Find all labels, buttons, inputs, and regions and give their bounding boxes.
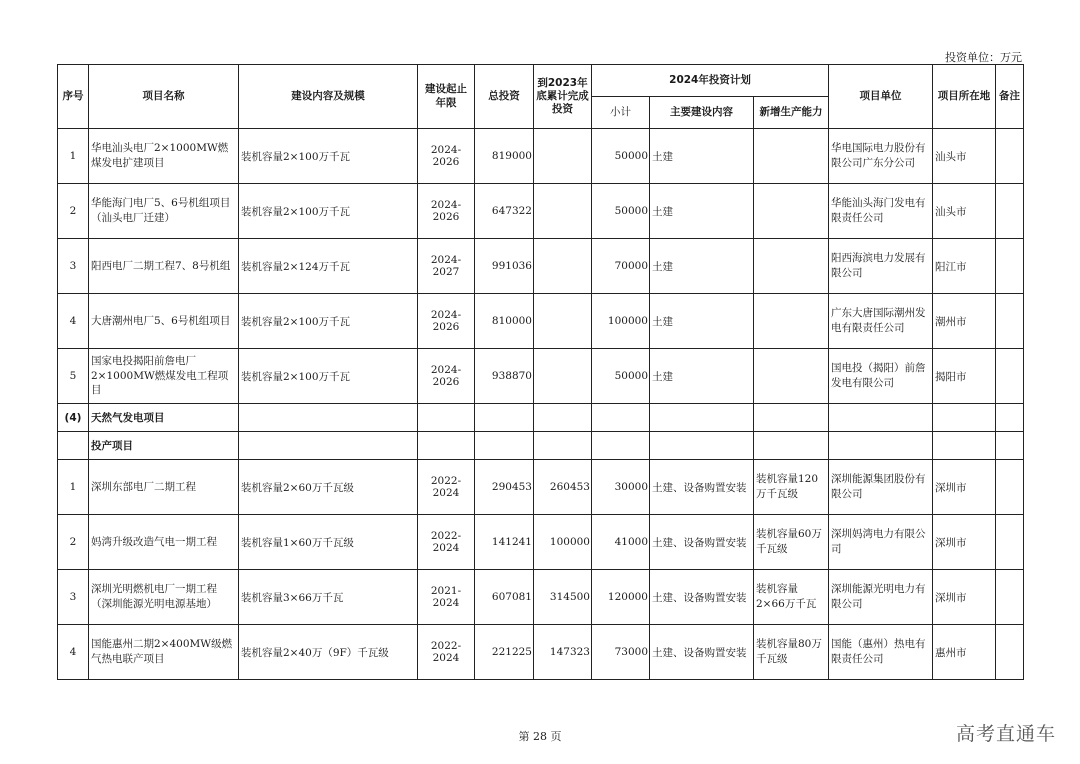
- cell-total: 819000: [475, 129, 534, 184]
- cell-content: 装机容量2×40万（9F）千瓦级: [239, 625, 418, 680]
- cell-subtotal: 73000: [592, 625, 650, 680]
- cell-years: 2024-2026: [418, 294, 475, 349]
- cell-main-content: 土建: [650, 239, 754, 294]
- cell-remarks: [996, 294, 1024, 349]
- cell-location: 潮州市: [933, 294, 996, 349]
- header-plan2024: 2024年投资计划: [592, 65, 829, 97]
- table-row: [58, 625, 1024, 680]
- cell-project-name: 深圳东部电厂二期工程: [89, 460, 239, 515]
- cell-project-name: 深圳光明燃机电厂一期工程（深圳能源光明电源基地）: [89, 570, 239, 625]
- cell-remarks: [996, 129, 1024, 184]
- cell-remarks: [996, 349, 1024, 404]
- cell-years: 2024-2026: [418, 184, 475, 239]
- cell-seq: 1: [58, 129, 89, 184]
- table-row: [58, 129, 1024, 184]
- section-row: [58, 404, 1024, 432]
- cell-location: 惠州市: [933, 625, 996, 680]
- cell-seq: 5: [58, 349, 89, 404]
- cell-project-unit: 国电投（揭阳）前詹发电有限公司: [829, 349, 933, 404]
- header-subtotal: 小计: [592, 97, 650, 129]
- cell-seq: 3: [58, 239, 89, 294]
- cell-content: 装机容量1×60万千瓦级: [239, 515, 418, 570]
- cell-new-capacity: [754, 184, 829, 239]
- cell-seq: 3: [58, 570, 89, 625]
- cell-main-content: 土建、设备购置安装: [650, 625, 754, 680]
- cell-completed: [534, 349, 592, 404]
- cell-completed: 314500: [534, 570, 592, 625]
- table-row: [58, 515, 1024, 570]
- cell-completed: [534, 129, 592, 184]
- cell-project-unit: 深圳能源光明电力有限公司: [829, 570, 933, 625]
- cell-subtotal: 30000: [592, 460, 650, 515]
- cell-completed: 147323: [534, 625, 592, 680]
- cell-project-name: 阳西电厂二期工程7、8号机组: [89, 239, 239, 294]
- cell-years: 2024-2027: [418, 239, 475, 294]
- table-row: [58, 570, 1024, 625]
- cell-remarks: [996, 460, 1024, 515]
- page-number: 第 28 页: [518, 730, 562, 743]
- cell-project-unit: 华能汕头海门发电有限责任公司: [829, 184, 933, 239]
- gas-projects-group: [58, 460, 1024, 680]
- cell-years: 2022-2024: [418, 460, 475, 515]
- header-completed: 到2023年底累计完成投资: [534, 65, 592, 129]
- cell-new-capacity: [754, 129, 829, 184]
- cell-total: 938870: [475, 349, 534, 404]
- header-main-content: 主要建设内容: [650, 97, 754, 129]
- cell-new-capacity: [754, 239, 829, 294]
- cell-location: 汕头市: [933, 184, 996, 239]
- unit-note: 投资单位：万元: [945, 51, 1022, 64]
- cell-content: 装机容量2×100万千瓦: [239, 294, 418, 349]
- cell-new-capacity: [754, 349, 829, 404]
- cell-new-capacity: 装机容量2×66万千瓦: [754, 570, 829, 625]
- cell-location: 汕头市: [933, 129, 996, 184]
- section-seq: (4): [58, 404, 89, 432]
- cell-project-name: 国能惠州二期2×400MW级燃气热电联产项目: [89, 625, 239, 680]
- cell-subtotal: 120000: [592, 570, 650, 625]
- cell-project-unit: 深圳能源集团股份有限公司: [829, 460, 933, 515]
- cell-project-name: 华能海门电厂5、6号机组项目（汕头电厂迁建）: [89, 184, 239, 239]
- cell-completed: [534, 294, 592, 349]
- header-total: 总投资: [475, 65, 534, 129]
- cell-total: 221225: [475, 625, 534, 680]
- cell-completed: 100000: [534, 515, 592, 570]
- cell-years: 2021-2024: [418, 570, 475, 625]
- cell-location: 深圳市: [933, 515, 996, 570]
- cell-project-name: 国家电投揭阳前詹电厂2×1000MW燃煤发电工程项目: [89, 349, 239, 404]
- cell-project-unit: 华电国际电力股份有限公司广东分公司: [829, 129, 933, 184]
- cell-completed: [534, 239, 592, 294]
- subsection-row: [58, 432, 1024, 460]
- cell-years: 2024-2026: [418, 349, 475, 404]
- table-row: [58, 239, 1024, 294]
- cell-subtotal: 50000: [592, 184, 650, 239]
- cell-total: 607081: [475, 570, 534, 625]
- cell-new-capacity: 装机容量120万千瓦级: [754, 460, 829, 515]
- cell-project-unit: 阳西海滨电力发展有限公司: [829, 239, 933, 294]
- cell-total: 141241: [475, 515, 534, 570]
- cell-new-capacity: 装机容量80万千瓦级: [754, 625, 829, 680]
- cell-years: 2022-2024: [418, 625, 475, 680]
- cell-new-capacity: 装机容量60万千瓦级: [754, 515, 829, 570]
- cell-subtotal: 50000: [592, 349, 650, 404]
- cell-project-unit: 广东大唐国际潮州发电有限责任公司: [829, 294, 933, 349]
- table-row: [58, 294, 1024, 349]
- cell-main-content: 土建: [650, 184, 754, 239]
- cell-main-content: 土建、设备购置安装: [650, 570, 754, 625]
- cell-subtotal: 100000: [592, 294, 650, 349]
- cell-project-unit: 深圳妈湾电力有限公司: [829, 515, 933, 570]
- header-content: 建设内容及规模: [239, 65, 418, 129]
- cell-total: 810000: [475, 294, 534, 349]
- cell-subtotal: 70000: [592, 239, 650, 294]
- cell-content: 装机容量2×100万千瓦: [239, 349, 418, 404]
- cell-content: 装机容量2×60万千瓦级: [239, 460, 418, 515]
- cell-content: 装机容量2×124万千瓦: [239, 239, 418, 294]
- cell-total: 647322: [475, 184, 534, 239]
- cell-remarks: [996, 515, 1024, 570]
- cell-location: 揭阳市: [933, 349, 996, 404]
- cell-completed: 260453: [534, 460, 592, 515]
- cell-seq: 2: [58, 184, 89, 239]
- watermark-text: 高考直通车: [955, 723, 1056, 745]
- cell-project-name: 华电汕头电厂2×1000MW燃煤发电扩建项目: [89, 129, 239, 184]
- table-row: [58, 349, 1024, 404]
- cell-main-content: 土建: [650, 349, 754, 404]
- table-row: [58, 184, 1024, 239]
- cell-years: 2022-2024: [418, 515, 475, 570]
- cell-project-name: 妈湾升级改造气电一期工程: [89, 515, 239, 570]
- cell-completed: [534, 184, 592, 239]
- header-seq: 序号: [58, 65, 89, 129]
- header-name: 项目名称: [89, 65, 239, 129]
- cell-content: 装机容量3×66万千瓦: [239, 570, 418, 625]
- header-new-capacity: 新增生产能力: [754, 97, 829, 129]
- cell-main-content: 土建、设备购置安装: [650, 460, 754, 515]
- cell-seq: 1: [58, 460, 89, 515]
- cell-remarks: [996, 625, 1024, 680]
- cell-content: 装机容量2×100万千瓦: [239, 129, 418, 184]
- cell-remarks: [996, 239, 1024, 294]
- cell-location: 阳江市: [933, 239, 996, 294]
- cell-project-name: 大唐潮州电厂5、6号机组项目: [89, 294, 239, 349]
- cell-remarks: [996, 184, 1024, 239]
- cell-total: 290453: [475, 460, 534, 515]
- cell-seq: 4: [58, 625, 89, 680]
- cell-total: 991036: [475, 239, 534, 294]
- cell-remarks: [996, 570, 1024, 625]
- coal-projects-group: [58, 129, 1024, 404]
- cell-location: 深圳市: [933, 570, 996, 625]
- header-remarks: 备注: [996, 65, 1024, 129]
- cell-main-content: 土建: [650, 294, 754, 349]
- section-label: 天然气发电项目: [89, 404, 239, 432]
- cell-seq: 2: [58, 515, 89, 570]
- table-header: [58, 65, 1024, 129]
- cell-subtotal: 50000: [592, 129, 650, 184]
- cell-project-unit: 国能（惠州）热电有限责任公司: [829, 625, 933, 680]
- gas-section: [58, 404, 1024, 460]
- cell-new-capacity: [754, 294, 829, 349]
- header-unit: 项目单位: [829, 65, 933, 129]
- investment-table: [57, 64, 1024, 680]
- header-location: 项目所在地: [933, 65, 996, 129]
- cell-years: 2024-2026: [418, 129, 475, 184]
- subsection-label: 投产项目: [89, 432, 239, 460]
- table-row: [58, 460, 1024, 515]
- cell-main-content: 土建、设备购置安装: [650, 515, 754, 570]
- cell-seq: 4: [58, 294, 89, 349]
- cell-subtotal: 41000: [592, 515, 650, 570]
- cell-content: 装机容量2×100万千瓦: [239, 184, 418, 239]
- cell-location: 深圳市: [933, 460, 996, 515]
- cell-main-content: 土建: [650, 129, 754, 184]
- header-years: 建设起止年限: [418, 65, 475, 129]
